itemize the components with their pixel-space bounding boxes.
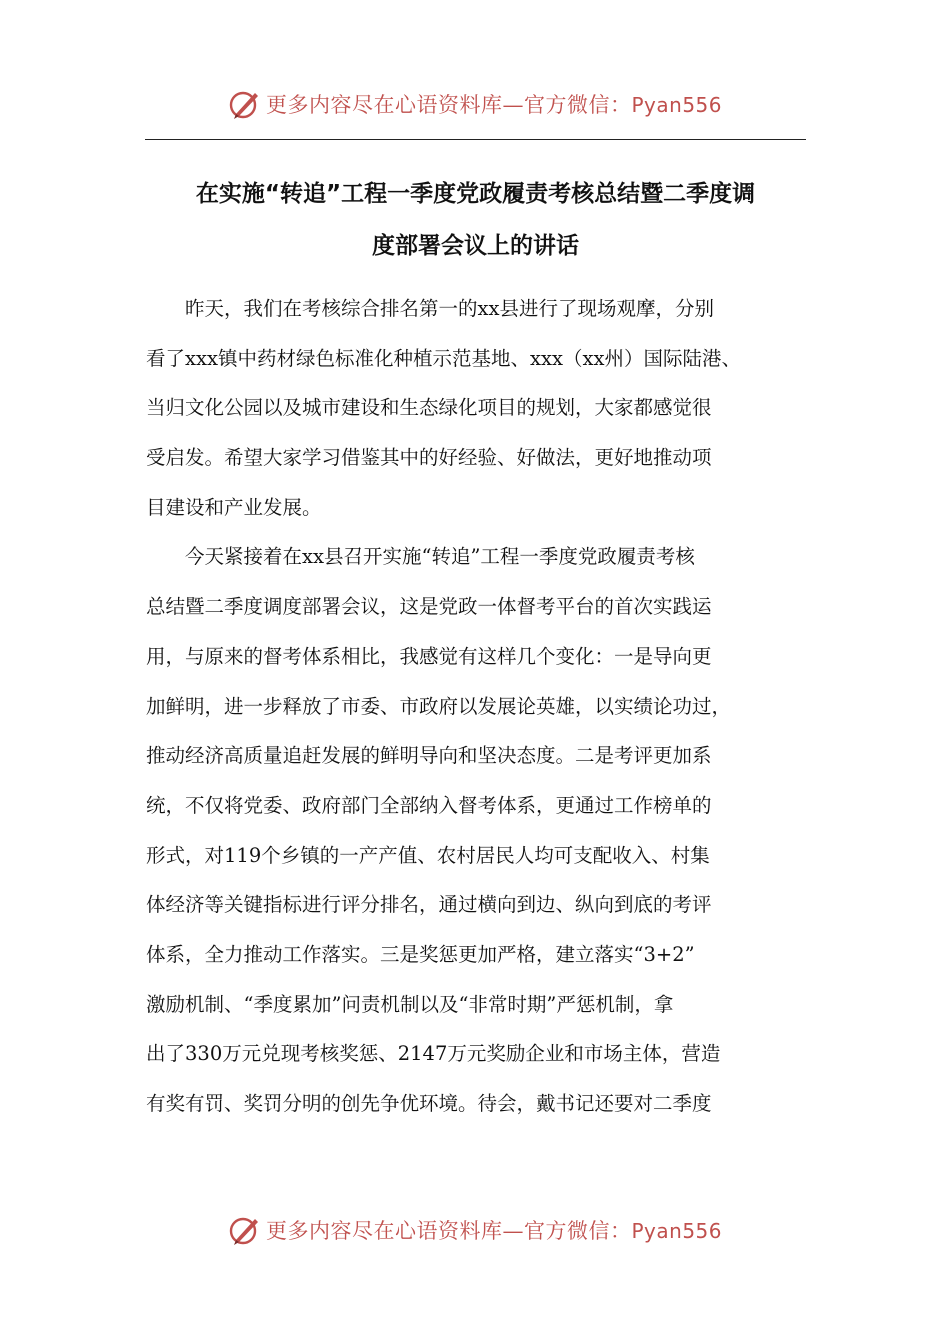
header-wechat-id: Pyan556 [631,93,722,117]
body-line: 体经济等关键指标进行评分排名，通过横向到边、纵向到底的考评 [146,893,712,917]
title-line-2: 度部署会议上的讲话 [372,233,579,259]
header-divider [145,139,806,140]
pen-circle-logo-icon [228,87,262,121]
body-line: 出了330万元兑现考核奖惩、2147万元奖励企业和市场主体，营造 [146,1042,721,1066]
body-line: 激励机制、“季度累加”问责机制以及“非常时期”严惩机制，拿 [146,992,674,1016]
footer-banner-text: 更多内容尽在心语资料库—官方微信：Pyan556 [265,1219,722,1243]
footer-banner [0,1208,950,1252]
body-line: 目建设和产业发展。 [146,495,322,519]
body-line: 用，与原来的督考体系相比，我感觉有这样几个变化：一是导向更 [146,644,712,668]
title-line-1: 在实施“转追”工程一季度党政履责考核总结暨二季度调 [195,181,756,207]
body-line: 统，不仅将党委、政府部门全部纳入督考体系，更通过工作榜单的 [146,793,712,817]
body-line: 有奖有罚、奖罚分明的创先争优环境。待会，戴书记还要对二季度 [146,1092,712,1115]
body-line: 加鲜明，进一步释放了市委、市政府以发展论英雄，以实绩论功过， [146,694,732,718]
body-line: 体系，全力推动工作落实。三是奖惩更加严格，建立落实“3+2” [146,942,695,966]
header-banner [0,82,950,126]
body-line: 受启发。希望大家学习借鉴其中的好经验、好做法，更好地推动项 [146,446,712,470]
pen-circle-logo-icon [228,1213,262,1247]
footer-wechat-id: Pyan556 [631,1219,722,1243]
header-banner-text: 更多内容尽在心语资料库—官方微信：Pyan556 [265,93,722,117]
body-line: 形式，对119个乡镇的一产产值、农村居民人均可支配收入、村集 [146,843,710,867]
body-line: 今天紧接着在xx县召开实施“转追”工程一季度党政履责考核 [146,545,695,569]
body-line: 总结暨二季度调度部署会议，这是党政一体督考平台的首次实践运 [146,595,712,619]
page-title [145,168,806,272]
body-line: 看了xxx镇中药材绿色标准化种植示范基地、xxx（xx州）国际陆港、 [146,346,741,370]
body-line: 昨天，我们在考核综合排名第一的xx县进行了现场观摩，分别 [146,297,714,320]
speech-body [146,284,816,1129]
body-line: 当归文化公园以及城市建设和生态绿化项目的规划，大家都感觉很 [146,396,712,420]
body-line: 推动经济高质量追赶发展的鲜明导向和坚决态度。二是考评更加系 [146,744,712,768]
